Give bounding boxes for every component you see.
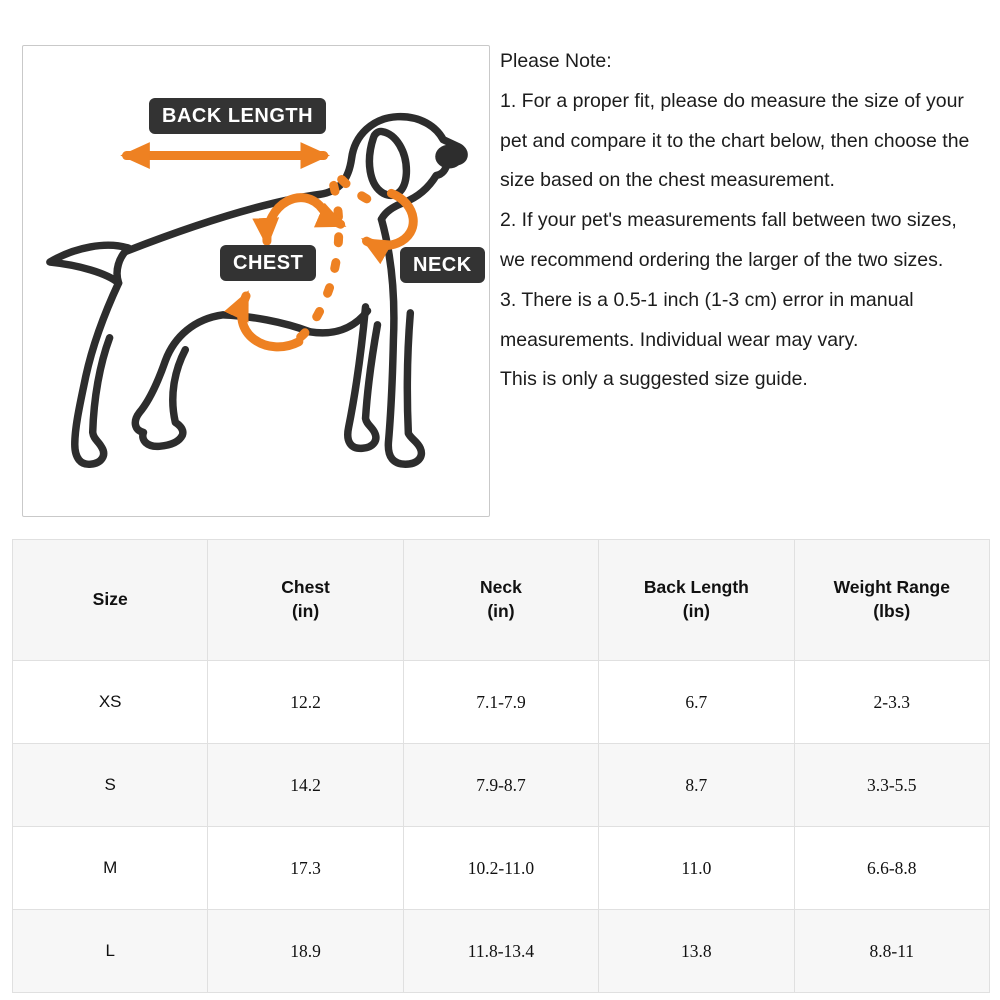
note-line: we recommend ordering the larger of the two sizes.	[500, 248, 944, 271]
header-line: Size	[92, 589, 128, 610]
cell-weight-range: 3.3-5.5	[794, 744, 989, 827]
header-unit: (in)	[291, 601, 320, 621]
header-unit: (lbs)	[873, 601, 911, 621]
table-row	[13, 661, 990, 744]
cell-back-length: 8.7	[599, 744, 794, 827]
size-chart-table	[12, 539, 990, 993]
cell-neck: 7.9-8.7	[403, 744, 598, 827]
cell-neck: 7.1-7.9	[403, 661, 598, 744]
cell-chest: 18.9	[208, 910, 403, 993]
note-line: measurements. Individual wear may vary.	[500, 328, 859, 351]
note-line: pet and compare it to the chart below, then choose the	[500, 129, 970, 152]
header-line: Weight Range	[833, 577, 950, 598]
note-line: 1. For a proper fit, please do measure the size of your	[500, 89, 964, 112]
cell-back-length: 13.8	[599, 910, 794, 993]
column-header-weight-range	[794, 540, 989, 661]
note-line: 2. If your pet's measurements fall between two sizes,	[500, 209, 957, 232]
cell-neck: 10.2-11.0	[403, 827, 598, 910]
back-length-label: BACK LENGTH	[149, 98, 326, 134]
notes-block	[500, 42, 998, 400]
note-line: This is only a suggested size guide.	[500, 368, 808, 391]
dog-nose	[435, 145, 463, 169]
cell-size: S	[13, 744, 208, 827]
column-header-chest	[208, 540, 403, 661]
notes-title: Please Note:	[500, 50, 612, 72]
chest-loop-arrow	[267, 198, 341, 242]
header-unit: (in)	[682, 601, 710, 621]
cell-weight-range: 8.8-11	[794, 910, 989, 993]
cell-chest: 17.3	[208, 827, 403, 910]
cell-weight-range: 6.6-8.8	[794, 827, 989, 910]
cell-back-length: 11.0	[599, 827, 794, 910]
header-line: Back Length	[643, 577, 749, 598]
cell-chest: 12.2	[208, 661, 403, 744]
cell-size: M	[13, 827, 208, 910]
chest-label: CHEST	[220, 245, 316, 281]
cell-neck: 11.8-13.4	[403, 910, 598, 993]
table-row	[13, 827, 990, 910]
header-line: Neck	[480, 577, 522, 598]
cell-back-length: 6.7	[599, 661, 794, 744]
dog-measurement-diagram	[22, 45, 490, 517]
table-row	[13, 744, 990, 827]
table-row	[13, 910, 990, 993]
cell-size: XS	[13, 661, 208, 744]
neck-curl-arrow	[367, 193, 414, 245]
cell-weight-range: 2-3.3	[794, 661, 989, 744]
neck-label: NECK	[400, 247, 485, 283]
cell-size: L	[13, 910, 208, 993]
table-header-row	[13, 540, 990, 661]
header-unit: (in)	[487, 601, 515, 621]
cell-chest: 14.2	[208, 744, 403, 827]
column-header-neck	[403, 540, 598, 661]
note-line: size based on the chest measurement.	[500, 169, 835, 192]
header-line: Chest	[281, 577, 330, 598]
column-header-back-length	[599, 540, 794, 661]
note-line: 3. There is a 0.5-1 inch (1-3 cm) error in manual	[500, 288, 914, 311]
column-header-size	[13, 540, 208, 661]
